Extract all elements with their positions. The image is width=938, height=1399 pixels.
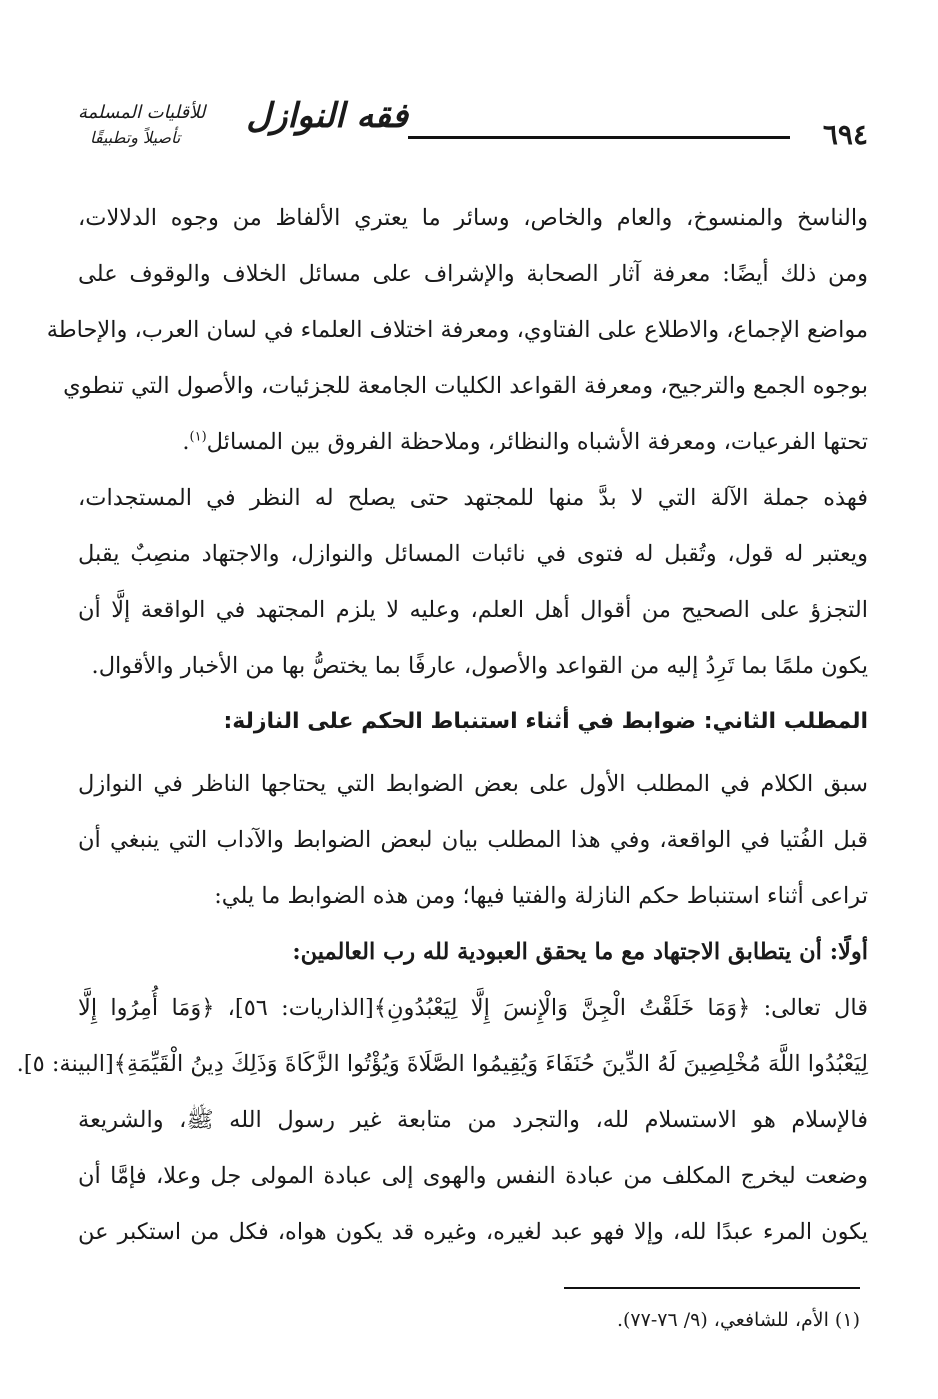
book-title-main: فقه النوازل (246, 96, 408, 136)
subheading: أولًا: أن يتطابق الاجتهاد مع ما يحقق العبودية لله رب العالمين: (292, 939, 868, 965)
text-line: فهذه جملة الآلة التي لا بدَّ منها للمجتهد حتى يصلح له النظر في المستجدات، (78, 485, 868, 511)
text-line: تحتها الفرعيات، ومعرفة الأشباه والنظائر، وملاحظة الفروق بين المسائل$^{(١)}$. (182, 429, 868, 455)
quran-line: قال تعالى: ﴿وَمَا خَلَقْتُ الْجِنَّ وَالْإِنسَ إِلَّا لِيَعْبُدُونِ﴾[الذاريات: ٥٦]، ﴿وَمَا أُمِرُوا إِلَّا (78, 995, 868, 1021)
body-text (16, 190, 868, 1260)
footnote: (١) الأم، للشافعي، (٩/ ٧٦-٧٧). (616, 1309, 860, 1331)
text-line: تراعى أثناء استنباط حكم النازلة والفتيا فيها؛ ومن هذه الضوابط ما يلي: (214, 883, 868, 909)
text-line: يكون المرء عبدًا لله، وإلا فهو عبد لغيره، وغيره قد يكون هواه، فكل من استكبر عن (78, 1219, 868, 1245)
text-line: ومن ذلك أيضًا: معرفة آثار الصحابة والإشراف على مسائل الخلاف والوقوف على (78, 261, 868, 287)
text-line: التجزؤ على الصحيح من أقوال أهل العلم، وعليه لا يلزم المجتهد في الواقعة إلَّا أن (78, 597, 868, 623)
text-line: يكون ملمًا بما تَرِدُ إليه من القواعد والأصول، عارفًا بما يختصُّ بها من الأخبار والأقوال. (91, 653, 868, 679)
text-line: مواضع الإجماع، والاطلاع على الفتاوي، ومعرفة اختلاف العلماء في لسان العرب، والإحاطة (46, 317, 868, 343)
book-title (78, 96, 408, 166)
section-heading: المطلب الثاني: ضوابط في أثناء استنباط الحكم على النازلة: (223, 709, 868, 734)
text-line: بوجوه الجمع والترجيح، ومعرفة القواعد الكليات الجامعة للجزئيات، والأصول التي تنطوي (63, 373, 868, 399)
page-number: ٦٩٤ (822, 118, 868, 151)
header-rule (408, 136, 790, 139)
book-subtitle: تأصيلاً وتطبيقًا (90, 128, 181, 147)
running-header (78, 96, 868, 166)
text-line: سبق الكلام في المطلب الأول على بعض الضوابط التي يحتاجها الناظر في النوازل (78, 771, 868, 797)
footnote-ref: (١) (189, 429, 207, 445)
text-line: والناسخ والمنسوخ، والعام والخاص، وسائر ما يعتري الألفاظ من وجوه الدلالات، (78, 205, 868, 231)
quran-line: لِيَعْبُدُوا اللَّهَ مُخْلِصِينَ لَهُ الدِّينَ حُنَفَاءَ وَيُقِيمُوا الصَّلَاةَ وَيُؤْتُوا الزَّكَاةَ وَذَلِكَ دِينُ الْقَيِّمَةِ﴾[البينة: ٥]. (16, 1051, 868, 1077)
text-line-content: تحتها الفرعيات، ومعرفة الأشباه والنظائر، وملاحظة الفروق بين المسائل (206, 429, 868, 455)
book-title-side: للأقليات المسلمة (78, 102, 206, 123)
text-line: فالإسلام هو الاستسلام لله، والتجرد من متابعة غير رسول الله ﷺ، والشريعة (78, 1107, 868, 1133)
text-line: وضعت ليخرج المكلف من عبادة النفس والهوى إلى عبادة المولى جل وعلا، فإمَّا أن (78, 1163, 868, 1189)
footnote-rule (564, 1287, 860, 1289)
text-line: قبل الفُتيا في الواقعة، وفي هذا المطلب بيان لبعض الضوابط والآداب التي ينبغي أن (78, 827, 868, 853)
text-line: ويعتبر له قول، وتُقبل له فتوى في نائبات المسائل والنوازل، والاجتهاد منصِبٌ يقبل (78, 541, 868, 567)
